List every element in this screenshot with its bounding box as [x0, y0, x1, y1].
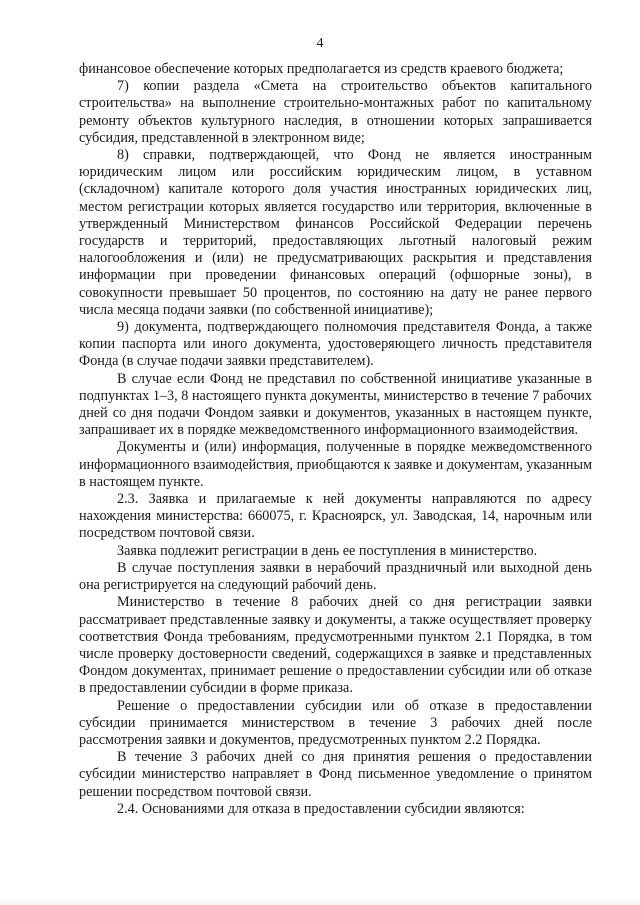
paragraph-notification: В течение 3 рабочих дней со дня принятия решения о предоставлении субсидии министерство направляет в Фонд письменное уведомление о принятом решении посредством почтовой связи. — [79, 749, 592, 800]
scan-bottom-edge — [0, 899, 640, 905]
paragraph-interagency-request: В случае если Фонд не представил по собственной инициативе указанные в подпунктах 1–3, 8 настоящего пункта документы, министерство в течение 7 рабочих дней со дня подачи Фондом заявки и документов, указанных в настоящем пункте, запрашивает их в порядке межведомственного информационного взаимодействия. — [79, 370, 592, 439]
paragraph-item-7: 7) копии раздела «Смета на строительство объектов капитального строительства» на выполнение строительно-монтажных работ по капитальному ремонту объектов культурного наследия, в отношении которых запрашивается субсидия, представленной в электронном виде; — [79, 78, 592, 146]
paragraph-continuation: финансовое обеспечение которых предполагается из средств краевого бюджета; — [79, 61, 564, 77]
paragraph-review: Министерство в течение 8 рабочих дней со дня регистрации заявки рассматривает представленные заявку и документы, а также осуществляет проверку соответствия Фонда требованиям, предусмотренными пунктом 2.1 Порядка, в том числе проверку достоверности сведений, содержащихся в заявке и представленных Фондом документах, принимает решение о предоставлении субсидии или об отказе в предоставлении субсидии в форме приказа. — [79, 594, 592, 697]
paragraph-holiday-registration: В случае поступления заявки в нерабочий праздничный или выходной день она регистрируется на следующий рабочий день. — [79, 559, 592, 594]
paragraph-registration: Заявка подлежит регистрации в день ее поступления в министерство. — [117, 542, 538, 559]
paragraph-2-3: 2.3. Заявка и прилагаемые к ней документы направляются по адресу нахождения министерства: 660075, г. Красноярск, ул. Заводская, 14, нарочным или посредством почтовой связи. — [79, 491, 592, 542]
paragraph-decision: Решение о предоставлении субсидии или об отказе в предоставлении субсидии принимается министерством в течение 3 рабочих дней после рассмотрения заявки и документов, предусмотренных пунктом 2.2 Порядка. — [79, 697, 592, 748]
paragraph-item-9: 9) документа, подтверждающего полномочия представителя Фонда, а также копии паспорта или иного документа, удостоверяющего личность представителя Фонда (в случае подачи заявки представителем). — [79, 319, 592, 370]
paragraph-item-8: 8) справки, подтверждающей, что Фонд не является иностранным юридическим лицом или российским юридическим лицом, в уставном (складочном) капитале которого доля участия иностранных юридических лиц, местом регистрации которых является государство или территория, включенные в утвержденный Министерством финансов Российской Федерации перечень государств и территорий, предоставляющих льготный налоговый режим налогообложения и (или) не предусматривающих раскрытия и представления информации при проведении финансовых операций (офшорные зоны), в совокупности превышает 50 процентов, по состоянию на дату не ранее первого числа месяца подачи заявки (по собственной инициативе); — [79, 147, 592, 318]
document-body — [79, 61, 592, 818]
page-number: 4 — [316, 36, 324, 51]
paragraph-2-4: 2.4. Основаниями для отказа в предоставлении субсидии являются: — [117, 800, 525, 817]
paragraph-documents-attached: Документы и (или) информация, полученные в порядке межведомственного информационного взаимодействия, приобщаются к заявке и документам, указанным в настоящем пункте. — [79, 439, 592, 490]
